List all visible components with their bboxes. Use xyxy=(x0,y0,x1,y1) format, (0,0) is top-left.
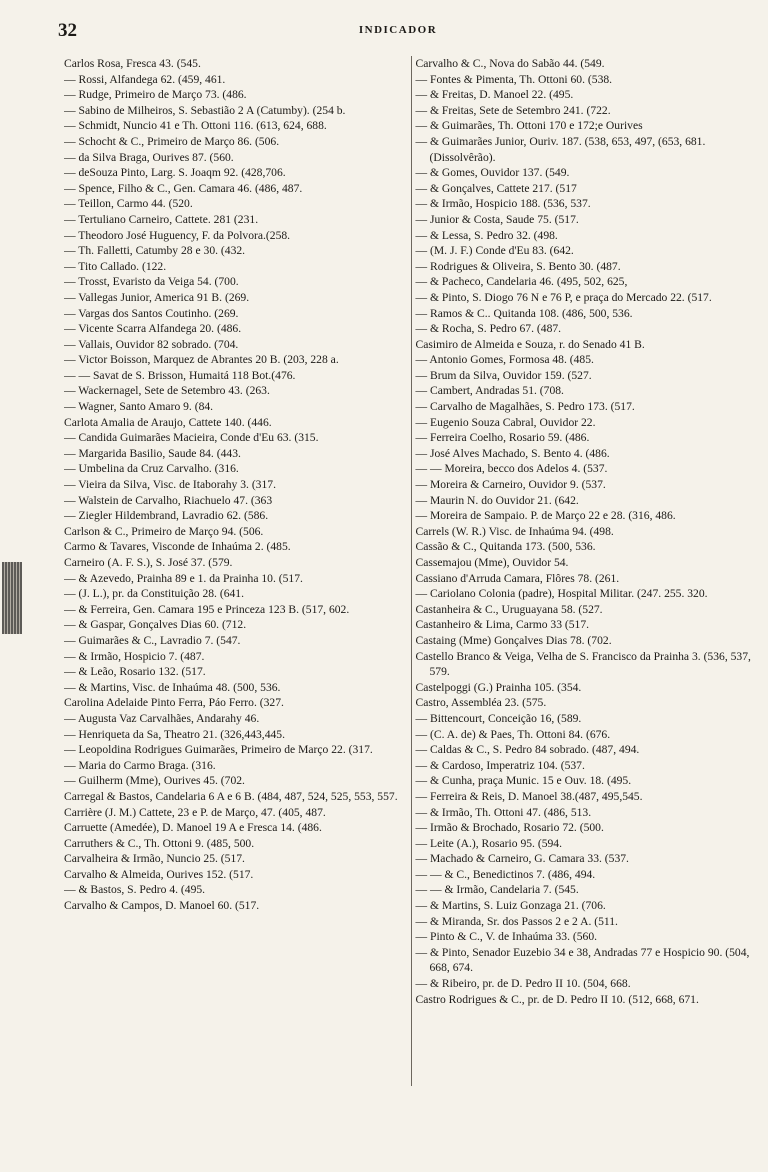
directory-entry: — Guimarães & C., Lavradio 7. (547. xyxy=(64,633,241,647)
directory-entry: — & Bastos, S. Pedro 4. (495. xyxy=(64,883,206,897)
directory-entry: — & Martins, Visc. de Inhaúma 48. (500, 536. xyxy=(64,680,281,694)
directory-entry: — & Gaspar, Gonçalves Dias 60. (712. xyxy=(64,618,247,632)
directory-entry: Casimiro de Almeida e Souza, r. do Senado 41 B. xyxy=(415,337,645,351)
directory-entry: — — Moreira, becco dos Adelos 4. (537. xyxy=(415,462,608,476)
directory-entry: — & Leão, Rosario 132. (517. xyxy=(64,665,206,679)
directory-entry: Castello Branco & Veiga, Velha de S. Francisco da Prainha 3. (536, 537, 579. xyxy=(415,649,751,679)
directory-entry: — — & C., Benedictinos 7. (486, 494. xyxy=(415,867,596,881)
left-column xyxy=(64,56,403,1086)
directory-entry: Carvalho & Almeida, Ourives 152. (517. xyxy=(64,867,254,881)
directory-entry: — Vallegas Junior, America 91 B. (269. xyxy=(64,290,250,304)
directory-entry: — Theodoro José Huguency, F. da Polvora.(258. xyxy=(64,228,291,242)
directory-entry: — Schocht & C., Primeiro de Março 86. (506. xyxy=(64,134,280,148)
directory-entry: — & Miranda, Sr. dos Passos 2 e 2 A. (511. xyxy=(415,914,618,928)
directory-entry: — Candida Guimarães Macieira, Conde d'Eu 63. (315. xyxy=(64,431,319,445)
directory-entry: — Brum da Silva, Ouvidor 159. (527. xyxy=(415,368,592,382)
directory-entry: — deSouza Pinto, Larg. S. Joaqm 92. (428,706. xyxy=(64,166,286,180)
directory-entry: — — Savat de S. Brisson, Humaitá 118 Bot.(476. xyxy=(64,368,296,382)
directory-entry: — Victor Boisson, Marquez de Abrantes 20 B. (203, 228 a. xyxy=(64,353,339,367)
directory-entry: — Wackernagel, Sete de Setembro 43. (263. xyxy=(64,384,270,398)
directory-entry: — Tertuliano Carneiro, Cattete. 281 (231. xyxy=(64,212,259,226)
directory-entry: — Junior & Costa, Saude 75. (517. xyxy=(415,212,579,226)
directory-entry: — Vieira da Silva, Visc. de Itaborahy 3. (317. xyxy=(64,478,276,492)
directory-entry: — (M. J. F.) Conde d'Eu 83. (642. xyxy=(415,244,574,258)
directory-entry: Carolina Adelaide Pinto Ferra, Páo Ferro. (327. xyxy=(64,696,284,710)
directory-entry: Carvalheira & Irmão, Nuncio 25. (517. xyxy=(64,852,245,866)
directory-entry: Carvalho & C., Nova do Sabão 44. (549. xyxy=(415,57,605,70)
directory-entry: — Margarida Basilio, Saude 84. (443. xyxy=(64,446,241,460)
directory-entry: — & Rocha, S. Pedro 67. (487. xyxy=(415,322,562,336)
directory-entry: — Wagner, Santo Amaro 9. (84. xyxy=(64,400,214,414)
directory-entry: — Schmidt, Nuncio 41 e Th. Ottoni 116. (613, 624, 688. xyxy=(64,119,327,133)
directory-entry: — Guilherm (Mme), Ourives 45. (702. xyxy=(64,774,245,788)
directory-entry: Cassiano d'Arruda Camara, Flôres 78. (261. xyxy=(415,571,620,585)
directory-entry: — Vicente Scarra Alfandega 20. (486. xyxy=(64,322,242,336)
right-column xyxy=(411,56,755,1086)
directory-entry: Castanheiro & Lima, Carmo 33 (517. xyxy=(415,618,590,632)
directory-entry: — Rossi, Alfandega 62. (459, 461. xyxy=(64,72,226,86)
directory-entry: — Tito Callado. (122. xyxy=(64,259,167,273)
directory-entry: — Ziegler Hildembrand, Lavradio 62. (586. xyxy=(64,509,269,523)
directory-entry: Carlota Amalia de Araujo, Cattete 140. (446. xyxy=(64,415,272,429)
page-number: 32 xyxy=(58,20,77,41)
directory-entry: Cassemajou (Mme), Ouvidor 54. xyxy=(415,556,569,569)
directory-entry: — & Guimarães, Th. Ottoni 170 e 172;e Ourives xyxy=(415,119,643,133)
directory-entry: — Maria do Carmo Braga. (316. xyxy=(64,758,216,772)
directory-entry: Carneiro (A. F. S.), S. José 37. (579. xyxy=(64,556,233,569)
directory-entry: — & Irmão, Hospicio 188. (536, 537. xyxy=(415,197,591,211)
directory-entry: — Cariolano Colonia (padre), Hospital Militar. (247. 255. 320. xyxy=(415,587,708,601)
directory-entry: — & Freitas, D. Manoel 22. (495. xyxy=(415,88,574,102)
directory-entry: — Bittencourt, Conceição 16, (589. xyxy=(415,711,582,725)
directory-entry: — Ferreira & Reis, D. Manoel 38.(487, 495,545. xyxy=(415,789,643,803)
directory-entry: — Vallais, Ouvidor 82 sobrado. (704. xyxy=(64,337,239,351)
directory-entry: — Walstein de Carvalho, Riachuelo 47. (363 xyxy=(64,493,273,507)
directory-entry: Carrels (W. R.) Visc. de Inhaúma 94. (498. xyxy=(415,524,614,538)
directory-entry: — Maurin N. do Ouvidor 21. (642. xyxy=(415,493,579,507)
directory-entry: — Sabino de Milheiros, S. Sebastião 2 A (Catumby). (254 b. xyxy=(64,103,346,117)
directory-entry: — Machado & Carneiro, G. Camara 33. (537. xyxy=(415,852,629,866)
directory-entry: Castaing (Mme) Gonçalves Dias 78. (702. xyxy=(415,633,612,647)
directory-entry: Carlos Rosa, Fresca 43. (545. xyxy=(64,57,201,70)
directory-entry: Carmo & Tavares, Visconde de Inhaúma 2. (485. xyxy=(64,540,291,554)
directory-entry: — & Ferreira, Gen. Camara 195 e Princeza 123 B. (517, 602. xyxy=(64,602,350,616)
directory-entry: — & Pinto, S. Diogo 76 N e 76 P, e praça do Mercado 22. (517. xyxy=(415,290,712,304)
directory-entry: — Rodrigues & Oliveira, S. Bento 30. (487. xyxy=(415,259,621,273)
directory-entry: — & Freitas, Sete de Setembro 241. (722. xyxy=(415,103,611,117)
directory-entry: — Trosst, Evaristo da Veiga 54. (700. xyxy=(64,275,239,289)
directory-entry: — da Silva Braga, Ourives 87. (560. xyxy=(64,150,234,164)
directory-entry: — Antonio Gomes, Formosa 48. (485. xyxy=(415,353,594,367)
directory-entry: — Cambert, Andradas 51. (708. xyxy=(415,384,564,398)
directory-entry: Castanheira & C., Uruguayana 58. (527. xyxy=(415,602,603,616)
directory-entry: — Vargas dos Santos Coutinho. (269. xyxy=(64,306,239,320)
directory-entry: — (J. L.), pr. da Constituição 28. (641. xyxy=(64,587,245,601)
directory-entry: Carruthers & C., Th. Ottoni 9. (485, 500. xyxy=(64,836,255,850)
directory-entry: — Moreira de Sampaio. P. de Março 22 e 28. (316, 486. xyxy=(415,509,676,523)
directory-entry: — Spence, Filho & C., Gen. Camara 46. (486, 487. xyxy=(64,181,303,195)
directory-entry: — Carvalho de Magalhães, S. Pedro 173. (517. xyxy=(415,400,635,414)
directory-entry: — Leopoldina Rodrigues Guimarães, Primeiro de Março 22. (317. xyxy=(64,743,373,757)
directory-entry: — & Azevedo, Prainha 89 e 1. da Prainha 10. (517. xyxy=(64,571,303,585)
directory-entry: — Teillon, Carmo 44. (520. xyxy=(64,197,193,211)
directory-entry: Cassão & C., Quitanda 173. (500, 536. xyxy=(415,540,596,554)
directory-entry: — & Ribeiro, pr. de D. Pedro II 10. (504, 668. xyxy=(415,977,631,991)
directory-entry: — Leite (A.), Rosario 95. (594. xyxy=(415,836,563,850)
directory-entry: — & Gonçalves, Cattete 217. (517 xyxy=(415,181,577,195)
running-head: INDICADOR xyxy=(358,24,438,36)
directory-entry: — & Martins, S. Luiz Gonzaga 21. (706. xyxy=(415,899,606,913)
directory-entry: — Eugenio Souza Cabral, Ouvidor 22. xyxy=(415,415,596,429)
directory-entry: — Henriqueta da Sa, Theatro 21. (326,443,445. xyxy=(64,727,285,741)
directory-entry: — & Cardoso, Imperatriz 104. (537. xyxy=(415,758,585,772)
directory-entry: — & Lessa, S. Pedro 32. (498. xyxy=(415,228,558,242)
directory-entry: — Moreira & Carneiro, Ouvidor 9. (537. xyxy=(415,478,606,492)
directory-entry: — & Pacheco, Candelaria 46. (495, 502, 625, xyxy=(415,275,628,289)
directory-entry: — Ramos & C.. Quitanda 108. (486, 500, 536. xyxy=(415,306,633,320)
directory-entry: — & Guimarães Junior, Ouriv. 187. (538, 653, 497, (653, 681. (Dissolvêrão). xyxy=(415,134,706,164)
directory-entry: Carlson & C., Primeiro de Março 94. (506. xyxy=(64,524,264,538)
directory-entry: Carruette (Amedée), D. Manoel 19 A e Fresca 14. (486. xyxy=(64,821,322,835)
directory-entry: — & Pinto, Senador Euzebio 34 e 38, Andradas 77 e Hospicio 90. (504, 668, 674. xyxy=(415,945,750,975)
directory-entry: — Ferreira Coelho, Rosario 59. (486. xyxy=(415,431,590,445)
directory-entry: — José Alves Machado, S. Bento 4. (486. xyxy=(415,446,610,460)
page-header xyxy=(58,18,738,44)
directory-entry: — Irmão & Brochado, Rosario 72. (500. xyxy=(415,821,604,835)
directory-entry: Castro Rodrigues & C., pr. de D. Pedro II 10. (512, 668, 671. xyxy=(415,992,699,1006)
directory-entry: — Umbelina da Cruz Carvalho. (316. xyxy=(64,462,239,476)
directory-entry: — Th. Falletti, Catumby 28 e 30. (432. xyxy=(64,244,246,258)
directory-entry: Castro, Assembléa 23. (575. xyxy=(415,696,547,710)
directory-entry: — (C. A. de) & Paes, Th. Ottoni 84. (676. xyxy=(415,727,611,741)
directory-entry: Castelpoggi (G.) Prainha 105. (354. xyxy=(415,680,582,694)
directory-entry: — Rudge, Primeiro de Março 73. (486. xyxy=(64,88,247,102)
directory-entry: — & Cunha, praça Munic. 15 e Ouv. 18. (495. xyxy=(415,774,632,788)
directory-entry: Carvalho & Campos, D. Manoel 60. (517. xyxy=(64,899,260,913)
directory-entry: Carrière (J. M.) Cattete, 23 e P. de Março, 47. (405, 487. xyxy=(64,805,326,819)
scan-artifact xyxy=(2,562,22,634)
directory-entry: — Fontes & Pimenta, Th. Ottoni 60. (538. xyxy=(415,72,613,86)
directory-entry: Carregal & Bastos, Candelaria 6 A e 6 B. (484, 487, 524, 525, 553, 557. xyxy=(64,789,398,803)
directory-entry: — & Gomes, Ouvidor 137. (549. xyxy=(415,166,570,180)
directory-entry: — Augusta Vaz Carvalhães, Andarahy 46. xyxy=(64,711,260,725)
directory-entry: — & Irmão, Th. Ottoni 47. (486, 513. xyxy=(415,805,592,819)
directory-entry: — Pinto & C., V. de Inhaúma 33. (560. xyxy=(415,930,598,944)
directory-entry: — Caldas & C., S. Pedro 84 sobrado. (487, 494. xyxy=(415,743,640,757)
directory-entry: — — & Irmão, Candelaria 7. (545. xyxy=(415,883,579,897)
directory-columns xyxy=(64,56,754,1086)
directory-entry: — & Irmão, Hospicio 7. (487. xyxy=(64,649,205,663)
